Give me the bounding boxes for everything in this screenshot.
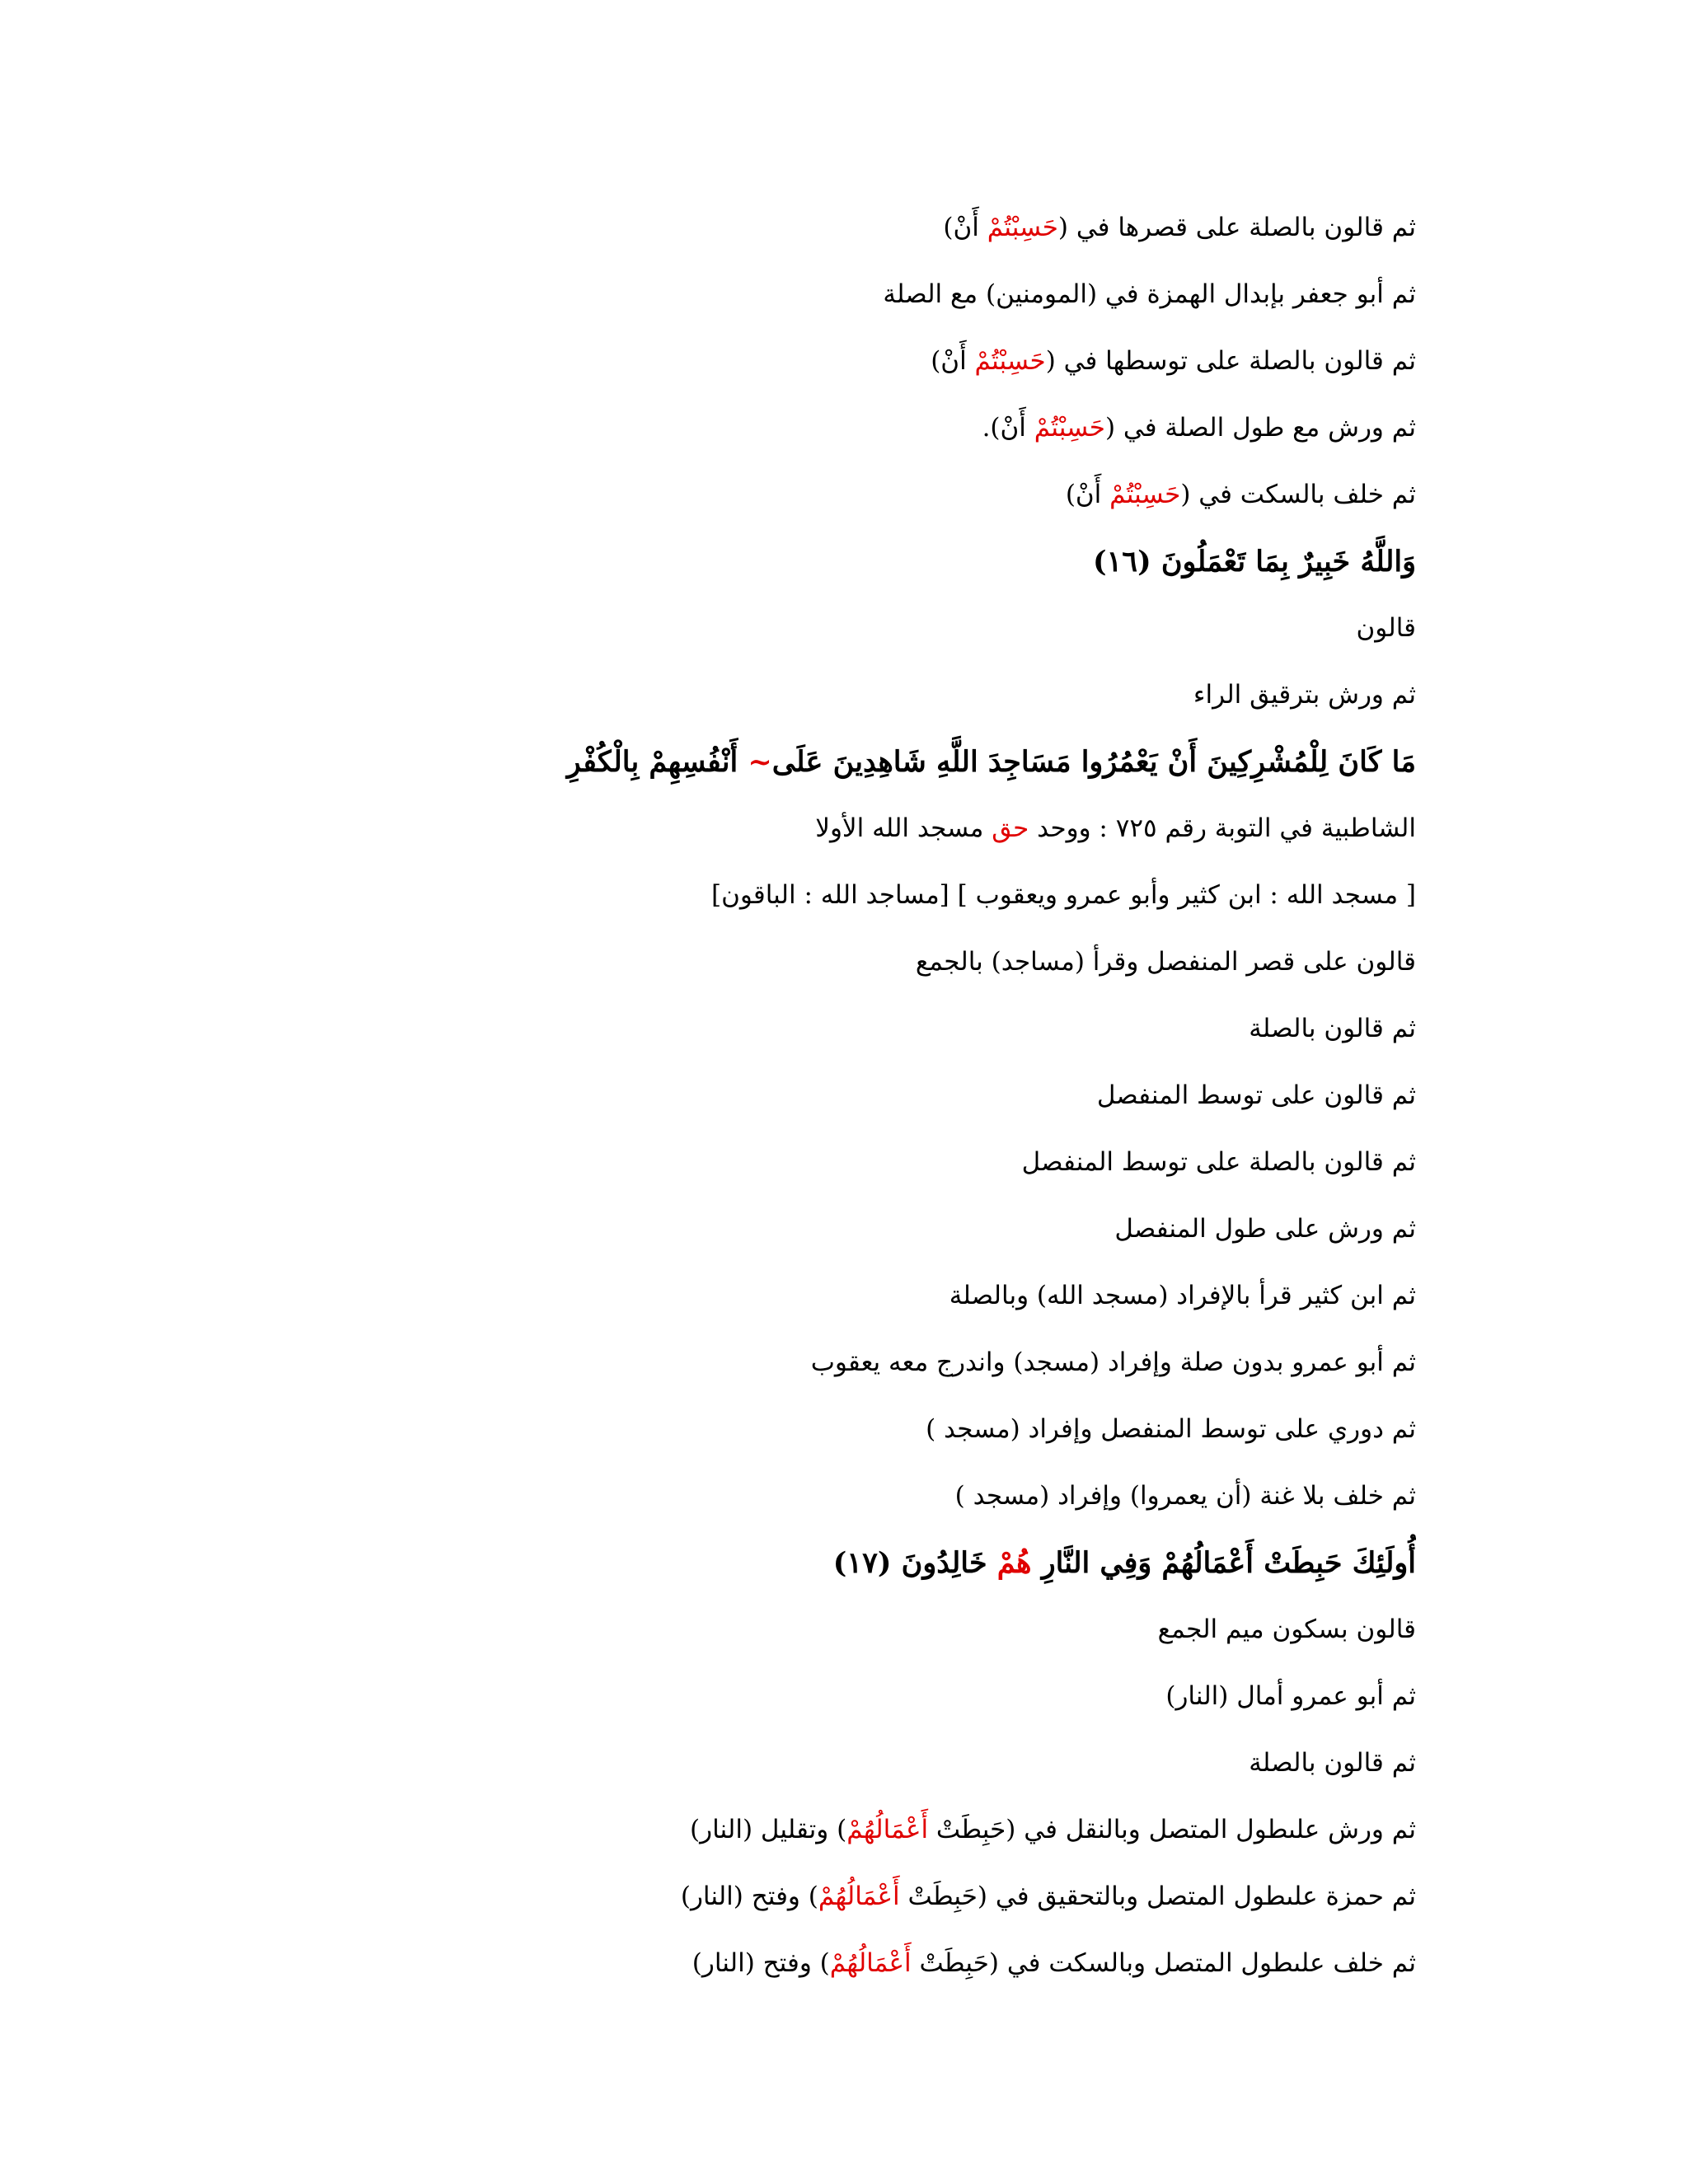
note-line: ثم أبو عمرو بدون صلة وإفراد (مسجد) واندرج معه يعقوب (810, 1347, 1416, 1377)
note-line: قالون (1356, 613, 1416, 643)
note-line: ثم أبو جعفر بإبدال الهمزة في (المومنين) مع الصلة (883, 279, 1416, 309)
verse-line: أُولَئِكَ حَبِطَتْ أَعْمَالُهُمْ وَفِي النَّارِ هُمْ خَالِدُونَ (١٧) (832, 1546, 1416, 1580)
note-line: ثم خلف بالسكت في (حَسِبْتُمْ أَنْ) (1065, 480, 1416, 509)
note-line: ثم أبو عمرو أمال (النار) (1165, 1681, 1416, 1711)
note-line: ثم ورش علىطول المتصل وبالنقل في (حَبِطَتْ أَعْمَالُهُمْ) وتقليل (النار) (690, 1815, 1416, 1844)
highlight: ~ (748, 745, 772, 779)
highlight: هُمْ (996, 1546, 1032, 1580)
highlight: حَسِبْتُمْ (1034, 413, 1105, 443)
highlight: أَعْمَالُهُمْ (818, 1882, 900, 1911)
highlight: حَسِبْتُمْ (1109, 480, 1181, 509)
text-column (246, 194, 1416, 1997)
note-line: ثم قالون بالصلة (1249, 1014, 1416, 1043)
note-line: ثم حمزة علىطول المتصل وبالتحقيق في (حَبِطَتْ أَعْمَالُهُمْ) وفتح (النار) (680, 1882, 1416, 1911)
note-line: ثم ورش مع طول الصلة في (حَسِبْتُمْ أَنْ). (982, 413, 1416, 443)
note-line: ثم خلف بلا غنة (أن يعمروا) وإفراد (مسجد ) (954, 1481, 1416, 1511)
verse-line: وَاللَّهُ خَبِيرٌ بِمَا تَعْمَلُونَ (١٦) (1092, 545, 1416, 579)
highlight: أَعْمَالُهُمْ (829, 1948, 912, 1978)
note-line: ثم ورش بترقيق الراء (1193, 680, 1416, 710)
note-line: ثم قالون بالصلة (1249, 1748, 1416, 1778)
note-line: ثم ابن كثير قرأ بالإفراد (مسجد الله) وبالصلة (949, 1281, 1416, 1310)
note-line: الشاطبية في التوبة رقم ٧٢٥ : ووحد حق مسجد الله الأولا (815, 813, 1416, 843)
note-line: [ مسجد الله : ابن كثير وأبو عمرو ويعقوب ] [مساجد الله : الباقون] (711, 880, 1416, 910)
note-line: ثم خلف علىطول المتصل وبالسكت في (حَبِطَتْ أَعْمَالُهُمْ) وفتح (النار) (692, 1948, 1416, 1978)
highlight: أَعْمَالُهُمْ (846, 1815, 929, 1844)
note-line: ثم قالون بالصلة على قصرها في (حَسِبْتُمْ أَنْ) (943, 213, 1416, 242)
note-line: ثم قالون على توسط المنفصل (1096, 1080, 1416, 1110)
note-line: قالون على قصر المنفصل وقرأ (مساجد) بالجمع (915, 947, 1416, 977)
note-line: ثم قالون بالصلة على توسط المنفصل (1021, 1147, 1416, 1177)
note-line: قالون بسكون ميم الجمع (1157, 1615, 1416, 1644)
highlight: حَسِبْتُمْ (987, 213, 1058, 242)
verse-line: مَا كَانَ لِلْمُشْرِكِينَ أَنْ يَعْمُرُوا مَسَاجِدَ اللَّهِ شَاهِدِينَ عَلَى~ أَنْفُسِهِمْ بِالْكُفْرِ (566, 745, 1416, 779)
note-line: ثم قالون بالصلة على توسطها في (حَسِبْتُمْ أَنْ) (931, 346, 1416, 376)
highlight: حَسِبْتُمْ (974, 346, 1046, 376)
note-line: ثم ورش على طول المنفصل (1114, 1214, 1416, 1244)
note-line: ثم دوري على توسط المنفصل وإفراد (مسجد ) (926, 1414, 1416, 1444)
highlight: حق (992, 813, 1029, 843)
